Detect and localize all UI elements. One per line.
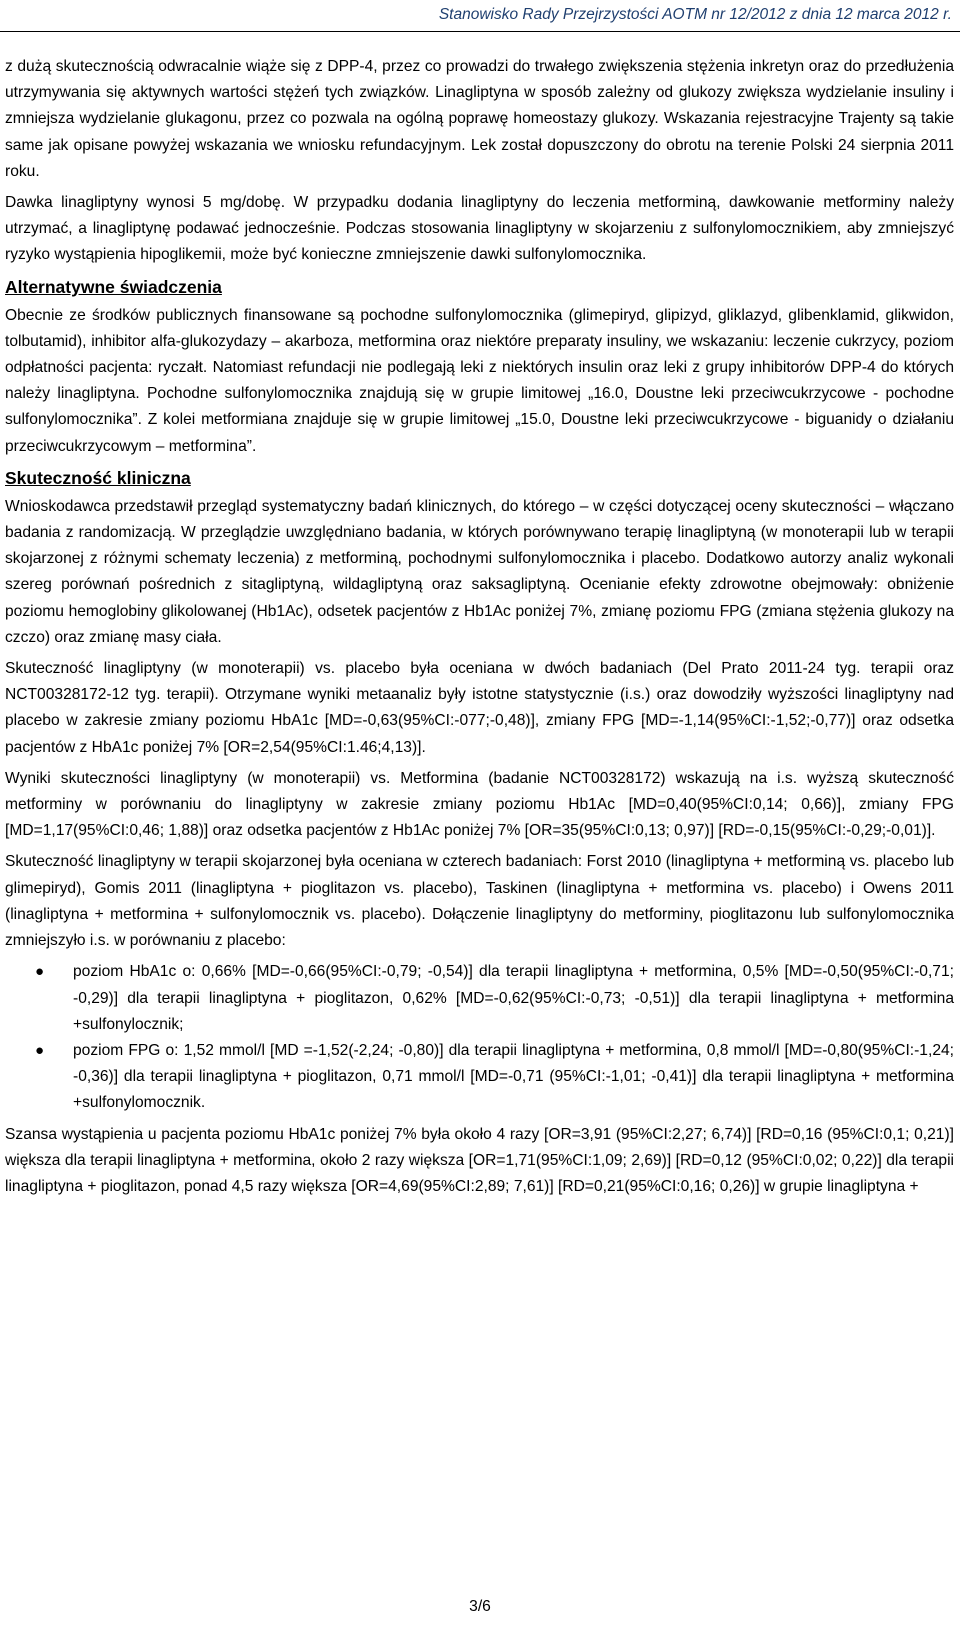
list-item-text: poziom HbA1c o: 0,66% [MD=-0,66(95%CI:-0,79; -0,54)] dla terapii linagliptyna + metformina, 0,5% [MD=-0,50(95%CI:-0,71; -0,29)] dla terapii linagliptyna + pioglitazon, 0,62% [MD=-0,62(95%CI:-0,73; -0,51)] dla terapii linagliptyna + metformina +sulfonylocznik; xyxy=(73,963,954,1033)
header-title: Stanowisko Rady Przejrzystości AOTM nr 12/2012 z dnia 12 marca 2012 r. xyxy=(438,6,952,23)
alternatives-paragraph: Obecnie ze środków publicznych finansowane są pochodne sulfonylomocznika (glimepiryd, glipizyd, gliklazyd, glibenklamid, glikwidon, tolbutamid), inhibitor alfa-glukozydazy – akarboza, metformina oraz niektóre preparaty insuliny, we wskazaniu: leczenie cukrzycy, poziom odpłatności pacjenta: ryczałt. Natomiast refundacji nie podlegają leki z niektórych insulin oraz leki z grupy inhibitorów DPP-4 do których należy linagliptyna. Pochodne sulfonylomocznika znajdują się w grupie limitowej „16.0, Doustne leki przeciwcukrzycowe - pochodne sulfonylomocznika”. Z kolei metformiana znajduje się w grupie limitowej „15.0, Doustne leki przeciwcukrzycowe - biguanidy o działaniu przeciwcukrzycowym – metformina”. xyxy=(5,306,954,455)
intro-paragraph-2: Dawka linagliptyny wynosi 5 mg/dobę. W przypadku dodania linagliptyny do leczenia metforminą, dawkowanie metforminy należy utrzymać, a linagliptynę podawać jednocześnie. Podczas stosowania linagliptyny w skojarzeniu z sulfonylomocznikiem, aby zmniejszyć ryzyko wystąpienia hipoglikemii, może być konieczne zmniejszenie dawki sulfonylomocznika. xyxy=(5,194,954,264)
page-header xyxy=(0,0,960,32)
document-body xyxy=(5,54,954,1205)
efficacy-paragraph-4: Skuteczność linagliptyny w terapii skojarzonej była oceniana w czterech badaniach: Forst 2010 (linagliptyna + metforminą vs. placebo lub glimepiryd), Gomis 2011 (linagliptyna + pioglitazon vs. placebo), Taskinen (linagliptyna + metformina vs. placebo) i Owens 2011 (linagliptyna + metformina + sulfonylomocznik vs. placebo). Dołączenie linagliptyny do metforminy, pioglitazonu lub sulfonylomocznika zmniejszyło i.s. w porównaniu z placebo: xyxy=(5,853,954,950)
efficacy-bullet-list xyxy=(5,959,954,1116)
heading-efficacy: Skuteczność kliniczna xyxy=(5,467,191,488)
efficacy-paragraph-1: Wnioskodawca przedstawił przegląd systematyczny badań klinicznych, do którego – w części dotyczącej oceny skuteczności – włączano badania z randomizacją. W przeglądzie uwzględniano badania, w których porównywano terapię linagliptyną (w monoterapii lub w terapii skojarzonej z różnymi schematy leczenia) z metforminą, pochodnymi sulfonylomocznika i placebo. Dodatkowo autorzy analiz wykonali szereg porównań pośrednich z sitagliptyną, wildagliptyną oraz saksagliptyną. Ocenianie efekty zdrowotne obejmowały: obniżenie poziomu hemoglobiny glikolowanej (Hb1Ac), odsetek pacjentów z Hb1Ac poniżej 7%, zmianę poziomu FPG (zmiana stężenia glukozy na czczo) oraz zmianę masy ciała. xyxy=(5,497,954,646)
efficacy-final-paragraph: Szansa wystąpienia u pacjenta poziomu HbA1c poniżej 7% była około 4 razy [OR=3,91 (95%CI:2,27; 6,74)] [RD=0,16 (95%CI:0,1; 0,21)] większa dla terapii linagliptyna + metformina, około 2 razy większa [OR=1,71(95%CI:1,09; 2,69)] [RD=0,12 (95%CI:0,02; 0,22)] dla terapii linagliptyna + pioglitazon, ponad 4,5 razy większa [OR=4,69(95%CI:2,89; 7,61)] [RD=0,21(95%CI:0,16; 0,26)] w grupie linagliptyna + xyxy=(5,1125,954,1195)
list-item-text: poziom FPG o: 1,52 mmol/l [MD =-1,52(-2,24; -0,80)] dla terapii linagliptyna + metformina, 0,8 mmol/l [MD=-0,80(95%CI:-1,24; -0,36)] dla terapii linagliptyna + pioglitazon, 0,71 mmol/l [MD=-0,71 (95%CI:-1,01; -0,41)] dla terapii linagliptyna + metformina +sulfonylomocznik. xyxy=(73,1041,954,1112)
bullet-icon: ● xyxy=(35,1041,45,1059)
intro-paragraph-1: z dużą skutecznością odwracalnie wiąże się z DPP-4, przez co prowadzi do trwałego zwiększenia stężenia inkretyn oraz do przedłużenia utrzymywania się aktywnych wartości stężeń tych związków. Linagliptyna w sposób zależny od glukozy zwiększa wydzielanie insuliny i zmniejsza wydzielanie glukagonu, przez co pozwala na ogólną poprawę homeostazy glukozy. Wskazania rejestracyjne Trajenty są takie same jak opisane powyżej wskazania we wniosku refundacyjnym. Lek został dopuszczony do obrotu na terenie Polski 24 sierpnia 2011 roku. xyxy=(5,58,954,180)
list-item xyxy=(5,1038,954,1117)
efficacy-paragraph-3: Wyniki skuteczności linagliptyny (w monoterapii) vs. Metformina (badanie NCT00328172) wskazują na i.s. wyższą skuteczność metforminy w porównaniu do linagliptyny w zakresie zmiany poziomu Hb1Ac [MD=0,40(95%CI:0,14; 0,66)], zmiany FPG [MD=1,17(95%CI:0,46; 1,88)] oraz odsetka pacjentów z Hb1Ac poniżej 7% [OR=35(95%CI:0,13; 0,97)] [RD=-0,15(95%CI:-0,29;-0,01)]. xyxy=(5,769,954,840)
heading-alternatives: Alternatywne świadczenia xyxy=(5,276,222,297)
bullet-icon: ● xyxy=(35,963,45,981)
list-item xyxy=(5,959,954,1038)
efficacy-paragraph-2: Skuteczność linagliptyny (w monoterapii) vs. placebo była oceniana w dwóch badaniach (Del Prato 2011-24 tyg. terapii oraz NCT00328172-12 tyg. terapii). Otrzymane wyniki metaanaliz były istotne statystycznie (i.s.) oraz dowodziły wyższości linagliptyny nad placebo w zakresie zmiany poziomu HbA1c [MD=-0,63(95%CI:-077;-0,48)], zmiany FPG [MD=-1,14(95%CI:-1,52;-0,77)] oraz odsetka pacjentów z HbA1c poniżej 7% [OR=2,54(95%CI:1.46;4,13)]. xyxy=(5,660,954,756)
page-number: 3/6 xyxy=(469,1598,491,1615)
